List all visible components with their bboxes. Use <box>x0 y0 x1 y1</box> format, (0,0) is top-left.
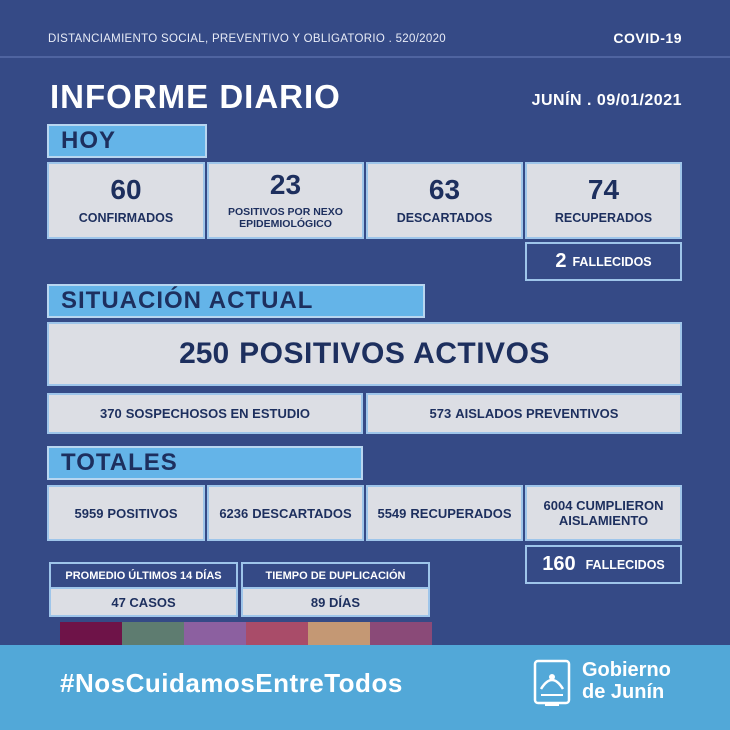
nexo-label <box>228 207 343 230</box>
duplicacion-title: TIEMPO DE DUPLICACIÓN <box>241 562 430 589</box>
activos-value: 250 <box>179 337 230 370</box>
aislados-value: 573 <box>429 406 452 421</box>
color-strip-segment <box>246 622 308 645</box>
total-cumplieron-value: 6004 <box>543 498 573 513</box>
section-title-totales: TOTALES <box>47 446 363 480</box>
hashtag: #NosCuidamosEntreTodos <box>60 668 403 698</box>
total-positivos <box>47 485 205 541</box>
section-title-hoy: HOY <box>47 124 207 158</box>
stat-descartados <box>366 162 523 239</box>
color-strip-segment <box>122 622 184 645</box>
descartados-label: DESCARTADOS <box>396 210 493 225</box>
total-fallecidos <box>525 545 682 584</box>
total-fallecidos-value: 160 <box>542 553 576 575</box>
decree-text: DISTANCIAMIENTO SOCIAL, PREVENTIVO Y OBLIGATORIO . 520/2020 <box>48 33 446 45</box>
confirmados-label: CONFIRMADOS <box>78 210 174 225</box>
stat-fallecidos-hoy <box>525 242 682 281</box>
total-recuperados-value: 5549 <box>377 505 407 521</box>
sospechosos-label: SOSPECHOSOS EN ESTUDIO <box>125 406 310 421</box>
fallecidos-hoy-value: 2 <box>555 250 567 272</box>
section-title-situacion: SITUACIÓN ACTUAL <box>47 284 425 318</box>
aislados-label: AISLADOS PREVENTIVOS <box>455 406 619 421</box>
stat-aislados <box>366 393 682 434</box>
color-strip-segment <box>370 622 432 645</box>
total-recuperados <box>366 485 523 541</box>
confirmados-value: 60 <box>110 173 142 205</box>
sospechosos-value: 370 <box>100 406 122 421</box>
total-descartados-label: DESCARTADOS <box>252 505 352 521</box>
stat-activos <box>47 322 682 386</box>
stat-sospechosos <box>47 393 363 434</box>
gov-name-line1: Gobierno <box>582 659 671 681</box>
page-title: INFORME DIARIO <box>50 78 341 115</box>
color-strip-segment <box>184 622 246 645</box>
total-cumplieron-label2: AISLAMIENTO <box>558 513 649 528</box>
stat-confirmados <box>47 162 205 239</box>
fallecidos-hoy-label: FALLECIDOS <box>572 254 652 269</box>
nexo-label-line1: POSITIVOS POR NEXO <box>228 205 343 218</box>
total-descartados-value: 6236 <box>219 505 249 521</box>
promedio-value-box <box>49 589 238 617</box>
stat-recuperados <box>525 162 682 239</box>
footer <box>0 645 730 730</box>
recuperados-label: RECUPERADOS <box>554 210 653 225</box>
gov-name-line2: de Junín <box>582 681 665 703</box>
total-positivos-label: POSITIVOS <box>107 505 178 521</box>
total-fallecidos-label: FALLECIDOS <box>585 557 665 572</box>
total-descartados <box>207 485 364 541</box>
duplicacion-value: 89 DÍAS <box>310 594 361 610</box>
total-recuperados-label: RECUPERADOS <box>410 505 512 521</box>
top-bar <box>0 0 730 58</box>
promedio-value: 47 CASOS <box>111 594 176 610</box>
total-cumplieron-label1: CUMPLIERON <box>576 498 664 513</box>
report-date: JUNÍN . 09/01/2021 <box>531 92 682 109</box>
recuperados-value: 74 <box>587 173 620 205</box>
color-strip-segment <box>60 622 122 645</box>
nexo-value: 23 <box>269 168 302 200</box>
duplicacion-value-box <box>241 589 430 617</box>
promedio-title: PROMEDIO ÚLTIMOS 14 DÍAS <box>49 562 238 589</box>
gov-name <box>582 659 671 703</box>
color-strip-segment <box>308 622 370 645</box>
stat-nexo <box>207 162 364 239</box>
covid-tag: COVID-19 <box>613 30 682 46</box>
total-cumplieron <box>525 485 682 541</box>
descartados-value: 63 <box>428 173 461 205</box>
total-cumplieron-line1 <box>544 498 664 513</box>
total-positivos-value: 5959 <box>74 505 104 521</box>
activos-label: POSITIVOS ACTIVOS <box>239 337 550 370</box>
nexo-label-line2: EPIDEMIOLÓGICO <box>239 217 332 230</box>
shield-icon <box>533 659 571 709</box>
